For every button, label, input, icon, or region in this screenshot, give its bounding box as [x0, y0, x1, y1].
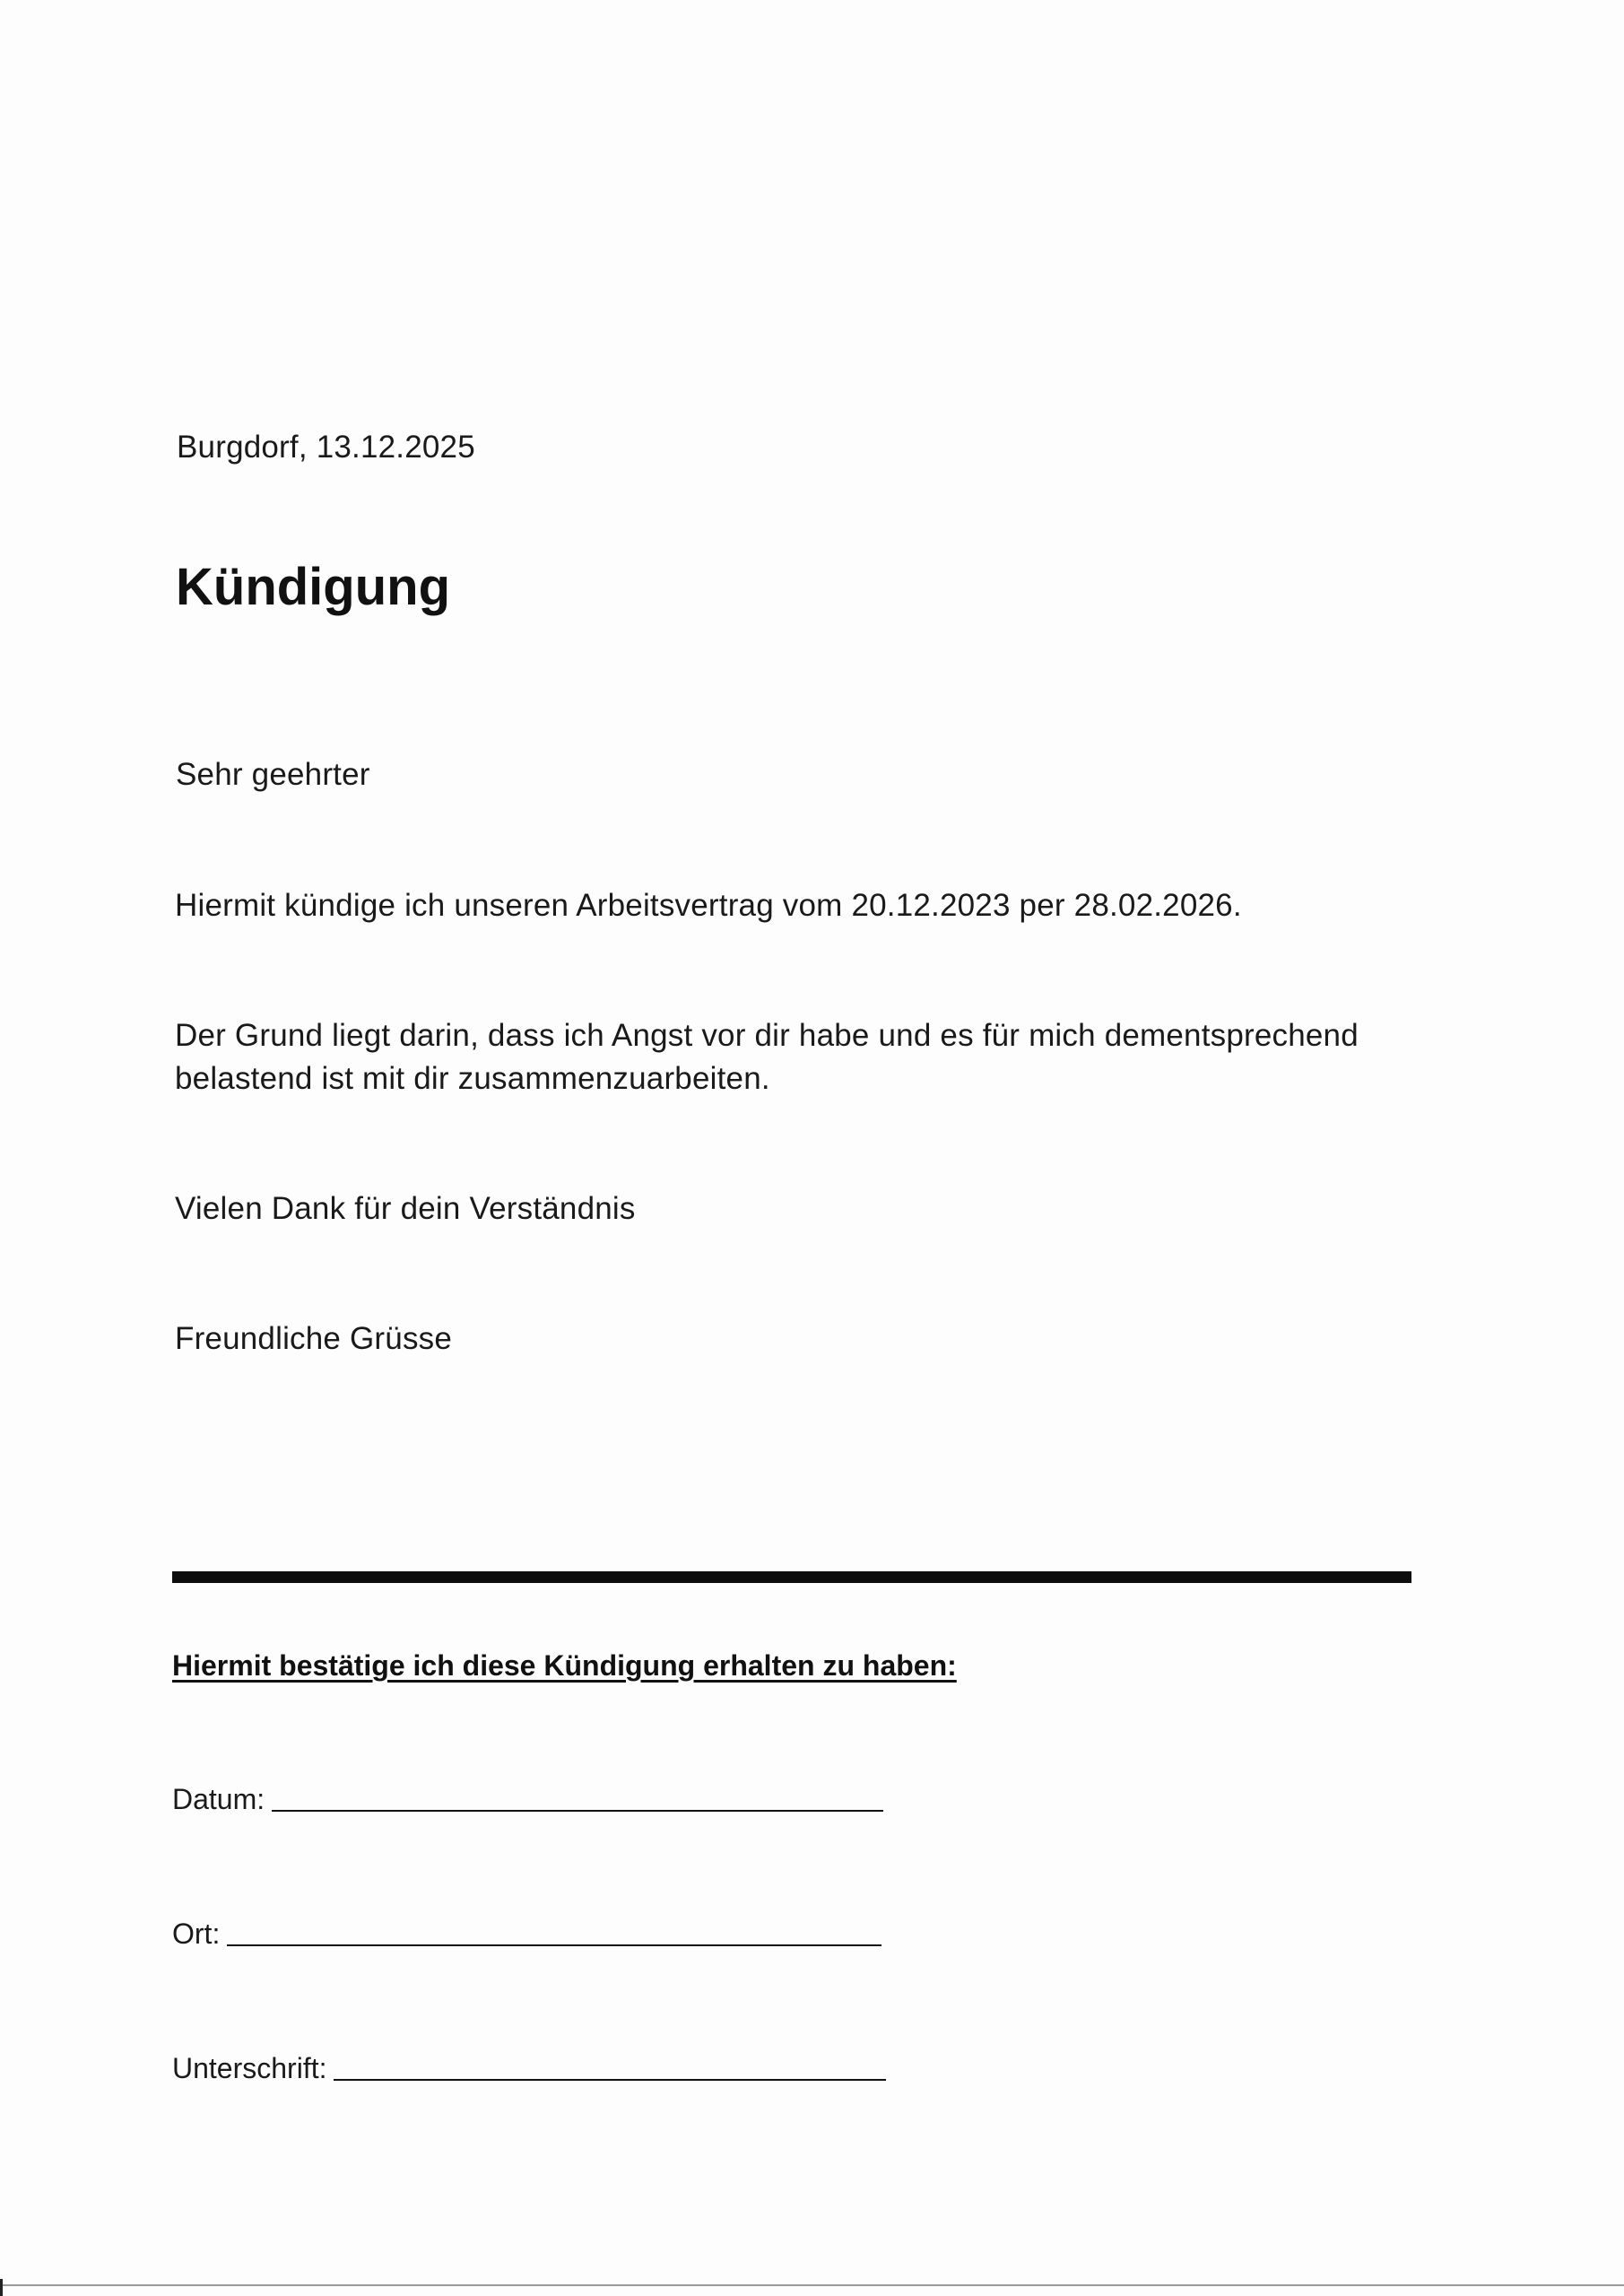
- place-field[interactable]: [172, 1910, 881, 1953]
- date-label: Datum:: [172, 1783, 265, 1815]
- place-label: Ort:: [172, 1918, 221, 1950]
- scan-bottom-edge: [0, 2284, 1624, 2286]
- place-input-line[interactable]: [227, 1944, 881, 1946]
- paragraph-reason-line-2: belastend ist mit dir zusammenzuarbeiten.: [175, 1061, 770, 1096]
- closing-line: Freundliche Grüsse: [175, 1321, 453, 1356]
- separator-rule: [172, 1571, 1411, 1583]
- document-title: Kündigung: [176, 558, 451, 616]
- paragraph-termination: Hiermit kündige ich unseren Arbeitsvertrag vom 20.12.2023 per 28.02.2026.: [175, 888, 1242, 923]
- place-date: Burgdorf, 13.12.2025: [177, 430, 475, 465]
- date-input-line[interactable]: [272, 1809, 883, 1812]
- salutation: Sehr geehrter: [176, 757, 370, 792]
- confirmation-heading: Hiermit bestätige ich diese Kündigung erhalten zu haben:: [172, 1649, 957, 1682]
- signature-label: Unterschrift:: [172, 2052, 327, 2084]
- scan-edge-mark: [0, 2279, 3, 2296]
- paragraph-reason-line-1: Der Grund liegt darin, dass ich Angst vor dir habe und es für mich dementsprechend: [175, 1018, 1359, 1053]
- signature-field[interactable]: [172, 2045, 886, 2088]
- signature-input-line[interactable]: [334, 2078, 886, 2081]
- date-field[interactable]: [172, 1776, 883, 1819]
- thanks-line: Vielen Dank für dein Verständnis: [175, 1191, 636, 1226]
